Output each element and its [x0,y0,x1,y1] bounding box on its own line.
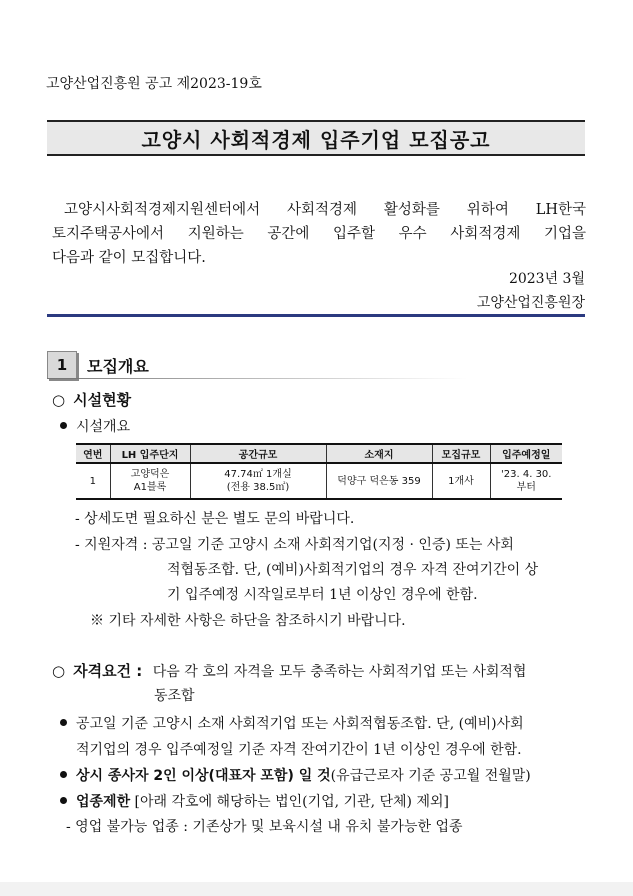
note-eligibility-cont: 적협동조합. 단, (예비)사회적기업의 경우 자격 잔여기간이 상 [167,562,539,578]
cell-text: 부터 [516,482,536,493]
qualification-item-bold: 상시 종사자 2인 이상(대표자 포함) 일 것 [76,768,331,784]
qualification-item-text: [아래 각호에 해당하는 법인(기업, 기관, 단체) 제외] [130,794,449,810]
cell-date [490,463,562,499]
qualification-item [60,713,524,733]
table-row [76,463,562,499]
section-number: 1 [47,351,77,379]
cell-text: '23. 4. 30. [501,469,552,480]
cell-no: 1 [76,463,110,499]
intro-line: 고양시사회적경제지원센터에서 사회적경제 활성화를 위하여 LH한국 [64,202,586,218]
qualification-item-text: (유급근로자 기준 공고월 전월말) [330,768,531,784]
qualification-item-text: 공고일 기준 고양시 소재 사회적기업 또는 사회적협동조합. 단, (예비)사회 [76,716,524,732]
notice-date: 2023년 3월 [508,271,585,287]
title-banner [47,120,585,156]
cell-recruit: 1개사 [432,463,490,499]
table-header-row [76,444,562,463]
notice-number: 고양산업진흥원 공고 제2023-19호 [46,76,262,92]
intro-line: 다음과 같이 모집합니다. [52,250,206,266]
dot-bullet-icon [60,422,67,429]
note-eligibility-cont: 기 입주예정 시작일로부터 1년 이상인 경우에 한함. [167,587,478,603]
note-eligibility: - 지원자격 : 공고일 기준 고양시 소재 사회적기업(지정 · 인증) 또는 사회 [75,537,514,553]
cell-text: (전용 38.5㎡) [226,482,290,493]
signer: 고양산업진흥원장 [476,295,585,311]
qualification-sub-item: - 영업 불가능 업종 : 기존상가 및 보육시설 내 유치 불가능한 업종 [66,819,463,835]
cell-text: A1블록 [133,482,167,493]
section-header [47,351,149,379]
cell-space [190,463,326,499]
dot-bullet-icon [60,797,67,804]
qualification-text-cont: 동조합 [154,688,195,704]
facility-table [76,443,562,500]
facility-overview-label: 시설개요 [76,419,131,435]
table-header: 입주예정일 [490,444,562,463]
facility-status-label: 시설현황 [73,391,132,409]
note-reference: ※ 기타 자세한 사항은 하단을 참조하시기 바랍니다. [90,613,406,629]
qualification-item-cont: 적기업의 경우 입주예정일 기준 자격 잔여기간이 1년 이상인 경우에 한함. [76,742,522,758]
cell-text: 고양덕은 [130,469,170,480]
intro-paragraph [52,198,586,270]
table-header: 연번 [76,444,110,463]
facility-overview [60,416,130,436]
dot-bullet-icon [60,719,67,726]
facility-status-heading [52,389,131,410]
cell-text: 47.74㎡ 1개실 [224,469,292,480]
qualification-item-bold: 업종제한 [76,794,131,810]
intro-line: 토지주택공사에서 지원하는 공간에 입주할 우수 사회적경제 기업을 [52,226,586,242]
divider [47,314,585,317]
qualification-heading [52,660,526,681]
cell-complex [110,463,190,499]
qualification-item [60,791,449,811]
qualification-text: 다음 각 호의 자격을 모두 충족하는 사회적기업 또는 사회적협 [152,664,527,680]
table-header: 소재지 [326,444,432,463]
qualification-item [60,765,531,785]
page-title: 고양시 사회적경제 입주기업 모집공고 [141,127,491,152]
cell-location: 덕양구 덕은동 359 [326,463,432,499]
circle-bullet-icon: ○ [52,662,66,680]
section-underline [47,378,467,379]
table-header: 모집규모 [432,444,490,463]
section-title: 모집개요 [87,356,149,376]
qualification-label: 자격요건 : [73,662,143,680]
circle-bullet-icon: ○ [52,391,66,409]
table-header: 공간규모 [190,444,326,463]
dot-bullet-icon [60,771,67,778]
page-bottom-edge [0,882,633,896]
note-drawing: - 상세도면 필요하신 분은 별도 문의 바랍니다. [75,511,355,527]
table-header: LH 입주단지 [110,444,190,463]
